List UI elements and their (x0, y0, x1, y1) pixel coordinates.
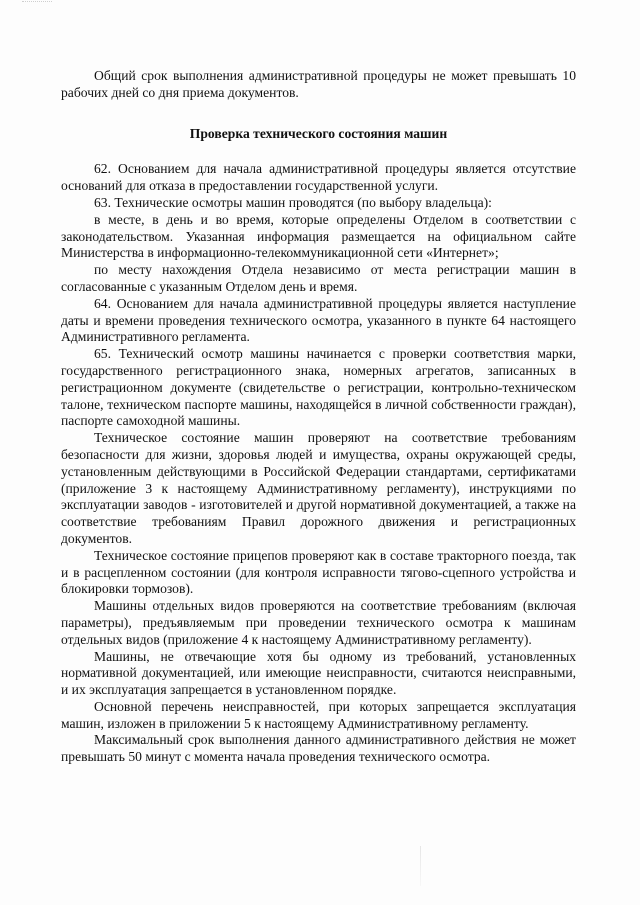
paragraph-64: 64. Основанием для начала административной процедуры является наступление даты и времени проведения технического осмотра, указанного в пункте 64 настоящего Административного регламента. (61, 295, 576, 345)
scan-artifact (22, 1, 52, 5)
document-body (61, 68, 576, 766)
section-heading: Проверка технического состояния машин (189, 125, 448, 141)
paragraph-faulty-machines: Машины, не отвечающие хотя бы одному из требований, установленных нормативной документацией, или имеющие неисправности, считаются неисправными, и их эксплуатация запрещается в установленном порядке. (61, 648, 576, 698)
paragraph-63: 63. Технические осмотры машин проводятся (по выбору владельца): (94, 194, 492, 210)
paragraph-max-duration: Максимальный срок выполнения данного административного действия не может превышать 50 минут с момента начала проведения технического осмотра. (61, 732, 576, 765)
paragraph-special-machines: Машины отдельных видов проверяются на соответствие требованиям (включая параметры), предъявляемым при проведении технического осмотра к машинам отдельных видов (приложение 4 к настоящему Административному регламенту). (61, 598, 576, 647)
paragraph-63-option-1: в месте, в день и во время, которые определены Отделом в соответствии с законодательством. Указанная информация размещается на официальном сайте Министерства в информационно-телекоммуникационной сети «Интернет»; (61, 211, 576, 261)
paragraph-63-option-2: по месту нахождения Отдела независимо от места регистрации машин в согласованные с указанным Отделом день и время. (61, 262, 576, 294)
paragraph-65: 65. Технический осмотр машины начинается с проверки соответствия марки, государственного регистрационного знака, номерных агрегатов, записанных в регистрационном документе (свидетельстве о регистрации, контрольно-техническом талоне, техническом паспорте машины, находящейся в личной собственности граждан), паспорте самоходной машины. (61, 346, 576, 429)
scan-fold-line (420, 846, 421, 886)
intro-paragraph: Общий срок выполнения административной процедуры не может превышать 10 рабочих дней со дня приема документов. (61, 68, 576, 100)
paragraph-faults-list: Основной перечень неисправностей, при которых запрещается эксплуатация машин, изложен в приложении 5 к настоящему Административному регламенту. (61, 698, 576, 731)
paragraph-tech-state-trailers: Техническое состояние прицепов проверяют как в составе тракторного поезда, так и в расцепленном состоянии (для контроля исправности тягово-сцепного устройства и блокировки тормозов). (61, 547, 576, 597)
paragraph-62: 62. Основанием для начала административной процедуры является отсутствие оснований для отказа в предоставлении государственной услуги. (61, 161, 576, 194)
paragraph-tech-state-machines: Техническое состояние машин проверяют на соответствие требованиям безопасности для жизни, здоровья людей и имущества, охраны окружающей среды, установленным действующими в Российской Федерации стандартами, сертификатами (приложение 3 к настоящему Административному регламенту), инструкциями по эксплуатации заводов - изготовителей и другой нормативной документацией, а также на соответствие требованиям Правил дорожного движения и регистрационных документов. (61, 430, 576, 546)
